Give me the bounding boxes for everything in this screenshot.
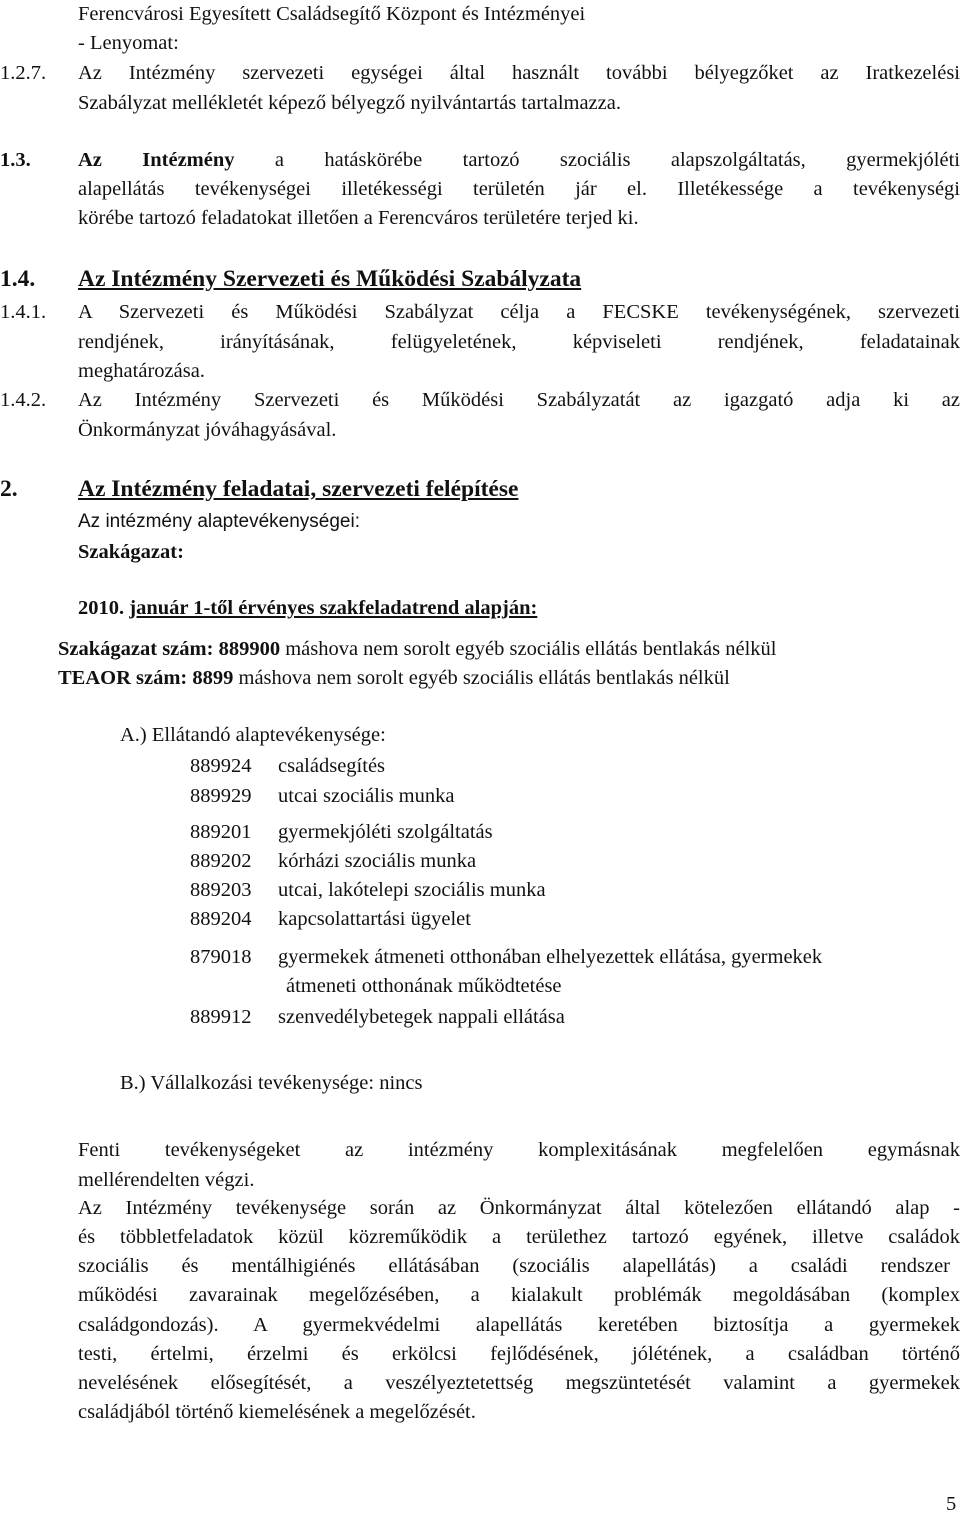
section-number-2: 2. bbox=[0, 476, 18, 502]
activities-a-title: A.) Ellátandó alaptevékenysége: bbox=[120, 724, 386, 746]
section-1-4-1-line-1: A Szervezeti és Működési Szabályzat célja a FECSKE tevékenységének, szervezeti bbox=[78, 301, 960, 323]
activity-item bbox=[190, 905, 471, 933]
activity-code: 889924 bbox=[190, 755, 252, 777]
section-1-4-1-line-3: meghatározása. bbox=[78, 360, 205, 382]
section-2-subtitle: Az intézmény alaptevékenységei: bbox=[78, 511, 360, 532]
szakagazat-line bbox=[58, 635, 776, 663]
section-1-3-line-2b: Illetékessége a tevékenységi bbox=[677, 178, 960, 200]
section-number-1-4-2: 1.4.2. bbox=[0, 389, 47, 411]
closing-p2-line: működési zavarainak megelőzésében, a kialakult problémák megoldásában (komplex bbox=[78, 1284, 960, 1306]
closing-p2-line: testi, értelmi, érzelmi és erkölcsi fejlődésének, jólétének, a családban történő bbox=[78, 1343, 960, 1365]
closing-p2-line: családjából történő kiemelésének a megelőzését. bbox=[78, 1401, 476, 1423]
section-number-1-4-1: 1.4.1. bbox=[0, 301, 47, 323]
activity-label: utcai szociális munka bbox=[278, 785, 455, 807]
activity-label: szenvedélybetegek nappali ellátása bbox=[278, 1006, 565, 1028]
activity-code: 889202 bbox=[190, 850, 252, 872]
activity-item bbox=[190, 943, 822, 971]
section-number-1-4: 1.4. bbox=[0, 266, 36, 292]
closing-p2-line: családgondozás). A gyermekvédelmi alapellátás keretében biztosítja a gyermekek bbox=[78, 1314, 960, 1336]
section-2-title: Az Intézmény feladatai, szervezeti felépítése bbox=[78, 476, 519, 502]
activity-label: kapcsolattartási ügyelet bbox=[278, 908, 471, 930]
section-1-3-line-1-rest: a hatáskörébe tartozó szociális alapszolgáltatás, gyermekjóléti bbox=[274, 149, 960, 171]
closing-p2-line: és többletfeladatok közül közreműködik a területhez tartozó egyének, illetve családok bbox=[78, 1226, 960, 1248]
activity-item bbox=[190, 876, 546, 904]
activity-item bbox=[190, 847, 476, 875]
activities-b-title: B.) Vállalkozási tevékenysége: nincs bbox=[120, 1072, 423, 1094]
basis-year: 2010. bbox=[78, 597, 125, 619]
activity-code: 889912 bbox=[190, 1006, 252, 1028]
branch-label: Szakágazat: bbox=[78, 541, 184, 563]
basis-line bbox=[78, 594, 537, 622]
activity-item bbox=[190, 818, 493, 846]
section-1-4-title: Az Intézmény Szervezeti és Működési Szabályzata bbox=[78, 266, 582, 292]
page-number: 5 bbox=[946, 1493, 957, 1515]
activity-label: utcai, lakótelepi szociális munka bbox=[278, 879, 546, 901]
activity-label: gyermekek átmeneti otthonában elhelyezettek ellátása, gyermekek bbox=[278, 946, 823, 968]
closing-p1-line-2: mellérendelten végzi. bbox=[78, 1169, 255, 1191]
activity-item bbox=[190, 1003, 565, 1031]
section-number-1-2-7: 1.2.7. bbox=[0, 62, 47, 84]
intro-line-2: - Lenyomat: bbox=[78, 32, 179, 54]
activity-label: kórházi szociális munka bbox=[278, 850, 477, 872]
szakagazat-number: 889900 bbox=[218, 638, 281, 660]
section-1-2-7-line-1: Az Intézmény szervezeti egységei által használt további bélyegzőket az Iratkezelési bbox=[78, 62, 960, 84]
activity-code: 889201 bbox=[190, 821, 252, 843]
section-1-3-line-3: körébe tartozó feladatokat illetően a Ferencváros területére terjed ki. bbox=[78, 207, 639, 229]
teaor-text: máshova nem sorolt egyéb szociális ellátás bentlakás nélkül bbox=[238, 667, 730, 689]
section-1-2-7-line-2: Szabályzat mellékletét képező bélyegző nyilvántartás tartalmazza. bbox=[78, 92, 621, 114]
activity-code: 889204 bbox=[190, 908, 252, 930]
szakagazat-text: máshova nem sorolt egyéb szociális ellátás bentlakás nélkül bbox=[285, 638, 777, 660]
closing-p2-line: szociális és mentálhigiénés ellátásában (szociális alapellátás) a családi rendszer bbox=[78, 1255, 950, 1277]
closing-p1-line-1: Fenti tevékenységeket az intézmény komplexitásának megfelelően egymásnak bbox=[78, 1139, 960, 1161]
section-number-1-3: 1.3. bbox=[0, 149, 31, 171]
closing-p2-line: Az Intézmény tevékenysége során az Önkormányzat által kötelezően ellátandó alap - bbox=[78, 1197, 960, 1219]
teaor-label: TEAOR szám: bbox=[58, 667, 188, 689]
section-1-3-line-1 bbox=[78, 146, 960, 174]
section-1-4-2-line-2: Önkormányzat jóváhagyásával. bbox=[78, 419, 337, 441]
basis-text: január 1-től érvényes szakfeladatrend alapján: bbox=[129, 597, 538, 619]
szakagazat-label: Szakágazat szám: bbox=[58, 638, 214, 660]
activity-code: 879018 bbox=[190, 946, 252, 968]
section-1-3-line-2a: alapellátás tevékenységei illetékességi területén jár el. bbox=[78, 178, 647, 200]
teaor-number: 8899 bbox=[192, 667, 234, 689]
closing-p2-line: nevelésének elősegítését, a veszélyeztetettség megszüntetését valamint a gyermekek bbox=[78, 1372, 960, 1394]
section-1-3-line-2 bbox=[78, 175, 960, 203]
activity-label-continued: átmeneti otthonának működtetése bbox=[286, 975, 562, 997]
activity-item bbox=[190, 752, 385, 780]
section-1-4-1-line-2: rendjének, irányításának, felügyeletének, képviseleti rendjének, feladatainak bbox=[78, 331, 960, 353]
teaor-line bbox=[58, 664, 730, 692]
section-1-4-2-line-1: Az Intézmény Szervezeti és Működési Szabályzatát az igazgató adja ki az bbox=[78, 389, 960, 411]
activity-label: gyermekjóléti szolgáltatás bbox=[278, 821, 493, 843]
section-1-3-bold-start: Az Intézmény bbox=[78, 149, 235, 171]
activity-code: 889203 bbox=[190, 879, 252, 901]
intro-line-1: Ferencvárosi Egyesített Családsegítő Központ és Intézményei bbox=[78, 3, 586, 25]
activity-label: családsegítés bbox=[278, 755, 386, 777]
activity-code: 889929 bbox=[190, 785, 252, 807]
activity-item bbox=[190, 782, 454, 810]
